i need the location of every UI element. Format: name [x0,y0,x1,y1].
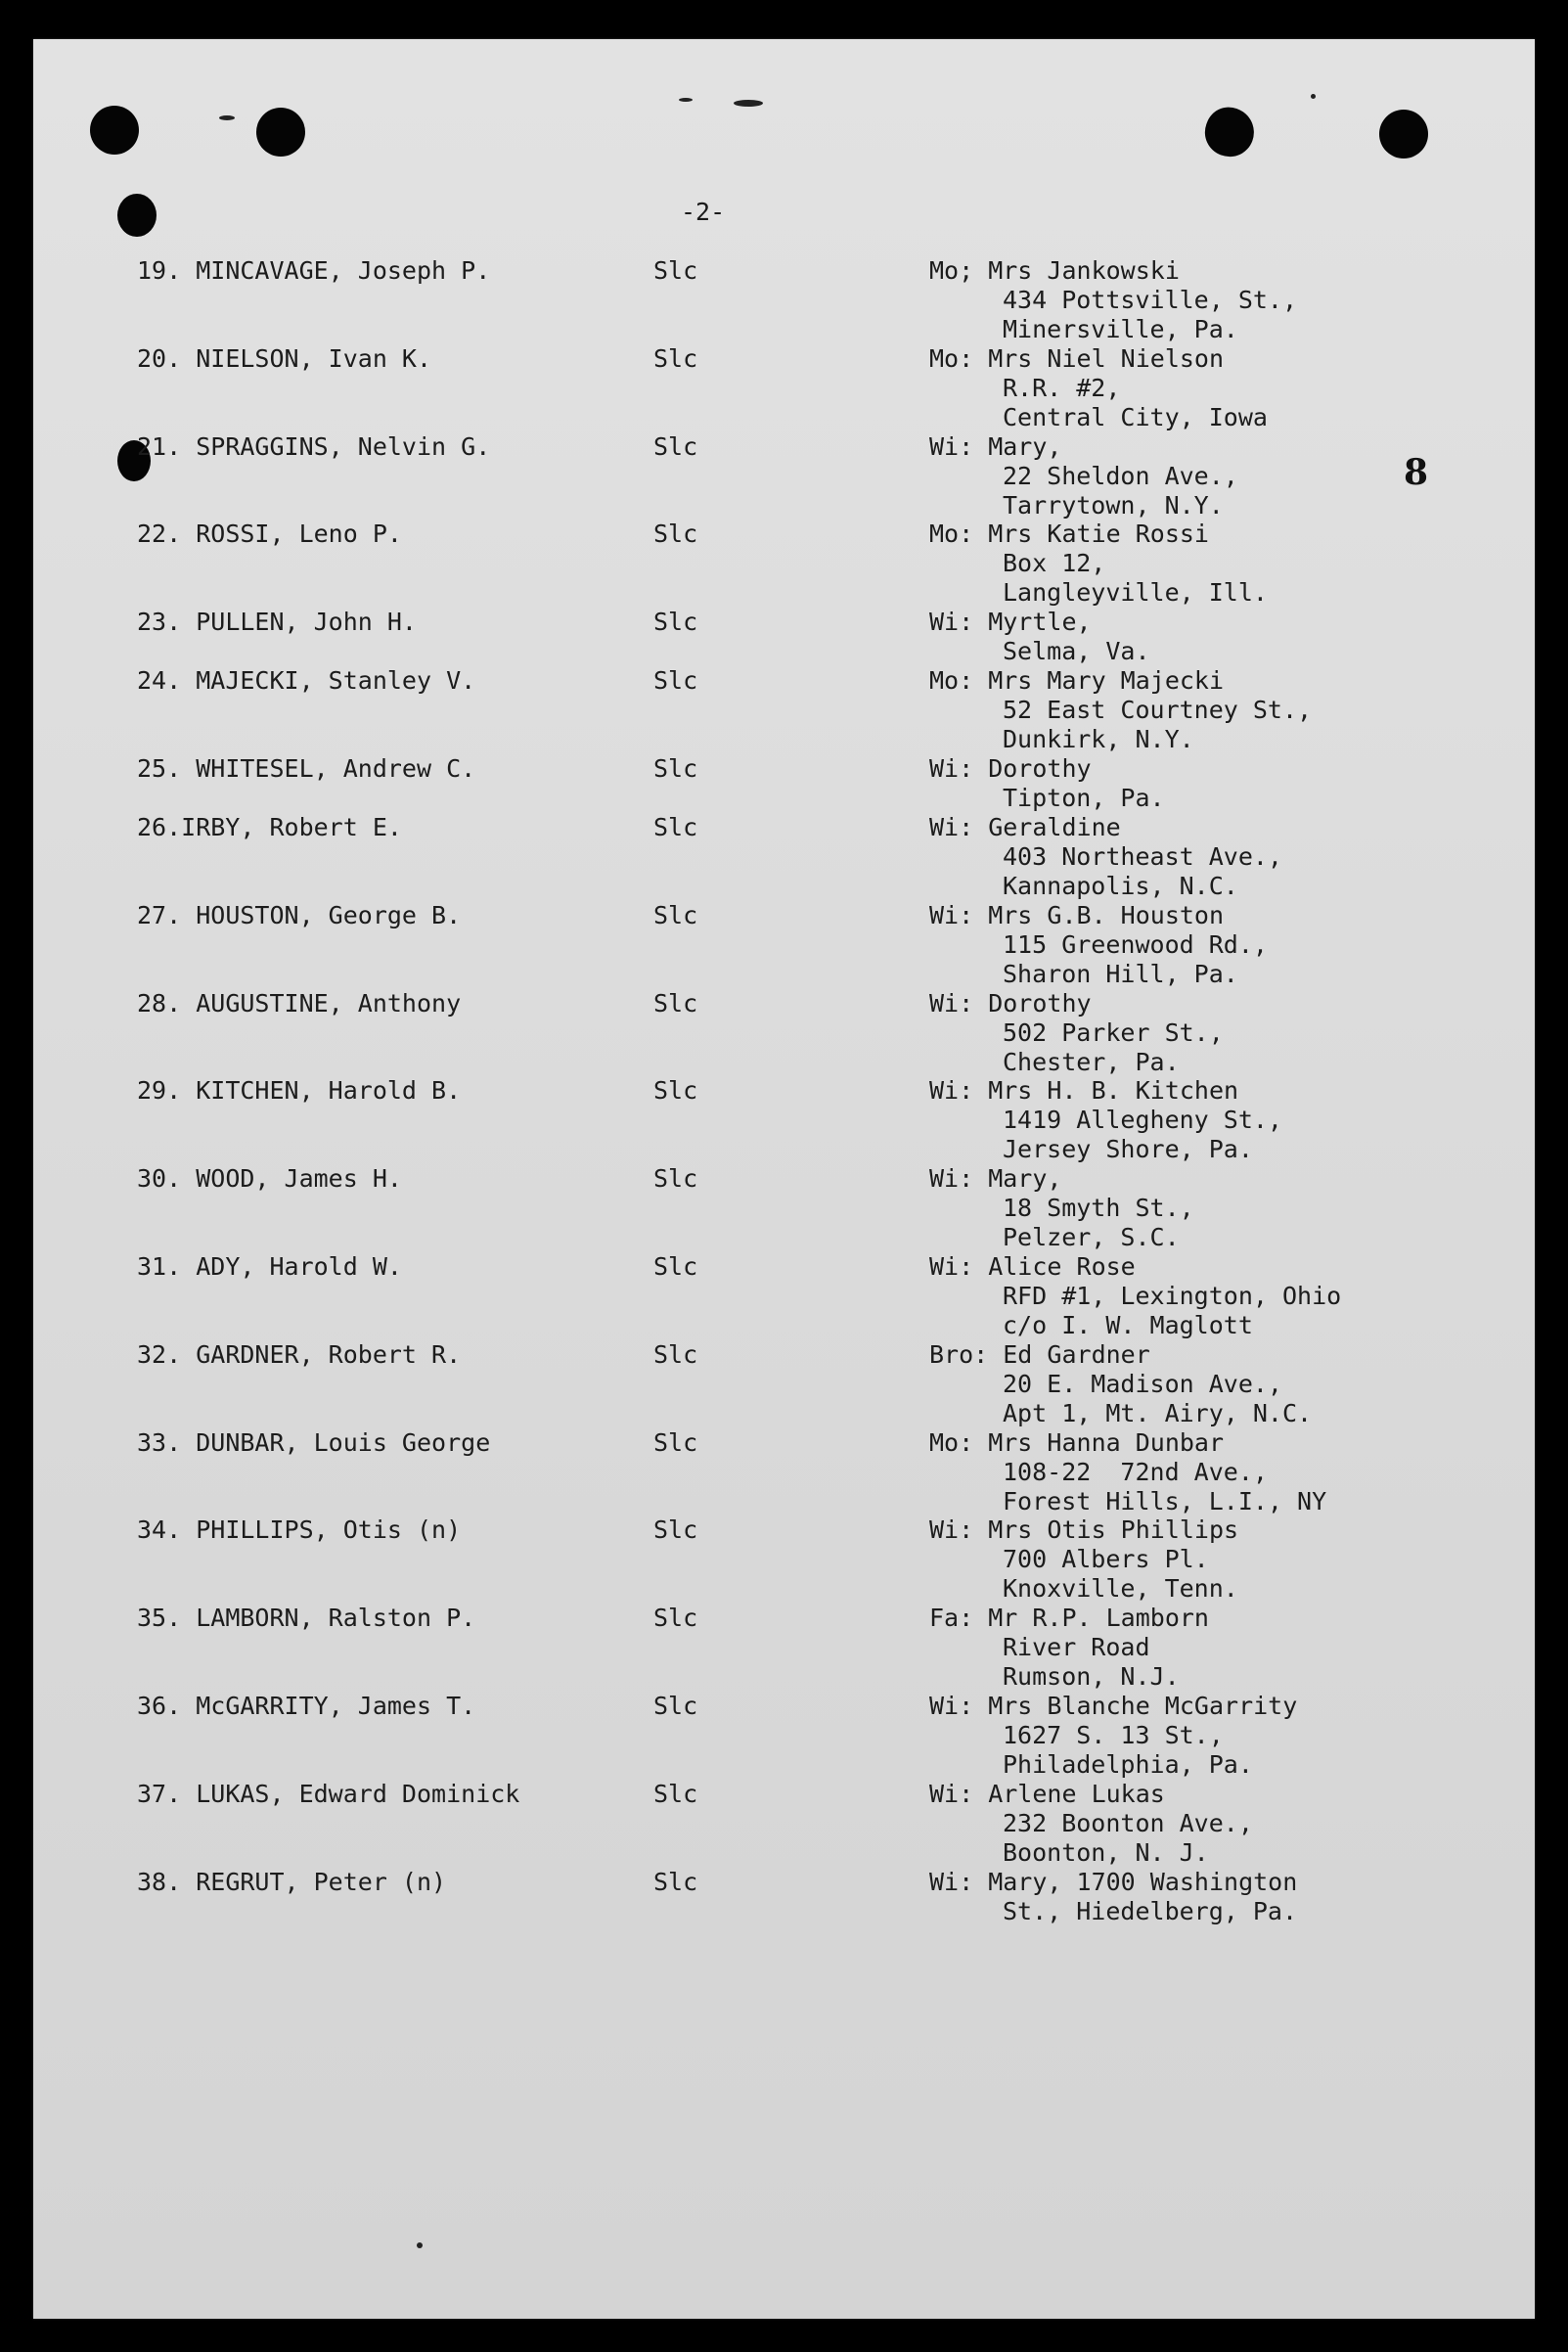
entry-name: PHILLIPS, Otis (n) [196,1515,462,1545]
entry-number: 26. [137,812,182,841]
kin-line: Chester, Pa. [1003,1047,1180,1076]
entry-name: ROSSI, Leno P. [196,520,402,549]
entry-rank: Slc [653,1867,698,1896]
entry-number: 27. [137,900,182,929]
entry-name: KITCHEN, Harold B. [196,1076,462,1106]
entry-name: LUKAS, Edward Dominick [196,1779,520,1808]
entry-number: 22. [137,520,182,549]
next-of-kin [929,1604,1209,1692]
next-of-kin [929,608,1150,666]
entry-name: LAMBORN, Ralston P. [196,1604,476,1633]
list-item [0,1780,1568,1868]
kin-line: 22 Sheldon Ave., [1003,461,1238,490]
kin-line: Dunkirk, N.Y. [1003,725,1194,754]
entry-number: 29. [137,1076,182,1106]
entry-number: 24. [137,666,182,696]
kin-line: Wi: Mary, [929,1164,1062,1194]
entry-name: DUNBAR, Louis George [196,1427,491,1457]
entry-name: GARDNER, Robert R. [196,1339,462,1369]
entry-name: MAJECKI, Stanley V. [196,666,476,696]
entry-number: 19. [137,256,182,285]
entry-rank: Slc [653,343,698,373]
next-of-kin [929,813,1282,901]
kin-line: St., Hiedelberg, Pa. [1003,1896,1298,1925]
ink-speck [417,2242,423,2248]
entry-rank: Slc [653,1339,698,1369]
entry-name: PULLEN, John H. [196,608,417,637]
entry-number: 34. [137,1515,182,1545]
entry-name: SPRAGGINS, Nelvin G. [196,431,491,461]
kin-line: 52 East Courtney St., [1003,696,1313,725]
entry-number: 32. [137,1339,182,1369]
kin-line: c/o I. W. Maglott [1003,1310,1253,1339]
entry-number: 23. [137,608,182,637]
kin-line: 1627 S. 13 St., [1003,1720,1224,1749]
next-of-kin [929,1868,1297,1926]
next-of-kin [929,344,1268,432]
kin-line: Mo: Mrs Katie Rossi [929,520,1209,549]
punch-hole-left-3 [117,194,157,237]
kin-line: Mo: Mrs Mary Majecki [929,666,1225,696]
entry-number: 31. [137,1251,182,1281]
entry-rank: Slc [653,1779,698,1808]
entry-rank: Slc [653,900,698,929]
kin-line: Wi: Myrtle, [929,608,1092,637]
page-number: -2- [681,198,726,226]
next-of-kin [929,1164,1194,1252]
kin-line: Pelzer, S.C. [1003,1223,1180,1252]
list-item [0,344,1568,432]
entry-rank: Slc [653,812,698,841]
kin-line: 108-22 72nd Ave., [1003,1457,1268,1486]
list-item [0,1428,1568,1516]
entry-number: 36. [137,1691,182,1720]
entry-rank: Slc [653,608,698,637]
list-item [0,256,1568,344]
kin-line: Mo: Mrs Hanna Dunbar [929,1427,1225,1457]
kin-line: River Road [1003,1633,1150,1662]
kin-line: Kannapolis, N.C. [1003,871,1238,900]
kin-line: Forest Hills, L.I., NY [1003,1486,1327,1515]
entry-name: IRBY, Robert E. [181,812,402,841]
next-of-kin [929,1428,1326,1516]
entry-rank: Slc [653,1251,698,1281]
next-of-kin [929,1076,1282,1164]
kin-line: Boonton, N. J. [1003,1837,1209,1867]
list-item [0,666,1568,754]
entry-rank: Slc [653,431,698,461]
kin-line: Box 12, [1003,549,1106,578]
list-item [0,901,1568,989]
ink-speck [1311,94,1316,99]
next-of-kin [929,1780,1253,1868]
list-item [0,754,1568,813]
kin-line: 115 Greenwood Rd., [1003,929,1268,959]
entry-name: NIELSON, Ivan K. [196,343,432,373]
ink-speck [734,100,763,107]
entry-number: 25. [137,753,182,783]
next-of-kin [929,432,1238,520]
list-item [0,520,1568,608]
kin-line: Wi: Dorothy [929,988,1092,1018]
next-of-kin [929,989,1224,1077]
entry-number: 28. [137,988,182,1018]
kin-line: Central City, Iowa [1003,402,1268,431]
kin-line: Philadelphia, Pa. [1003,1749,1253,1779]
ink-speck [679,98,693,102]
entry-rank: Slc [653,256,698,285]
kin-line: Wi: Mrs Blanche McGarrity [929,1691,1298,1720]
next-of-kin [929,901,1268,989]
entry-number: 20. [137,343,182,373]
list-item [0,1515,1568,1604]
kin-line: Wi: Dorothy [929,753,1092,783]
list-item [0,1076,1568,1164]
entry-rank: Slc [653,988,698,1018]
entry-name: AUGUSTINE, Anthony [196,988,462,1018]
entry-rank: Slc [653,1515,698,1545]
entry-number: 37. [137,1779,182,1808]
entry-number: 21. [137,431,182,461]
next-of-kin [929,754,1165,813]
kin-line: 434 Pottsville, St., [1003,286,1298,314]
entry-name: WHITESEL, Andrew C. [196,753,476,783]
kin-line: Selma, Va. [1003,637,1150,666]
kin-line: Sharon Hill, Pa. [1003,959,1238,988]
kin-line: Rumson, N.J. [1003,1662,1180,1692]
kin-line: Wi: Mrs H. B. Kitchen [929,1076,1239,1106]
ink-speck [219,115,235,120]
punch-hole-left-1 [90,106,139,155]
kin-line: Mo: Mrs Niel Nielson [929,343,1225,373]
next-of-kin [929,1340,1312,1428]
entry-number: 30. [137,1164,182,1194]
list-item [0,813,1568,901]
personnel-list [0,256,1568,1955]
list-item [0,1164,1568,1252]
kin-line: Wi: Mrs G.B. Houston [929,900,1225,929]
entry-rank: Slc [653,1691,698,1720]
kin-line: 18 Smyth St., [1003,1194,1194,1223]
next-of-kin [929,666,1312,754]
kin-line: Wi: Mrs Otis Phillips [929,1515,1239,1545]
kin-line: R.R. #2, [1003,373,1121,402]
kin-line: Wi: Arlene Lukas [929,1779,1165,1808]
list-item [0,1692,1568,1780]
next-of-kin [929,256,1297,344]
list-item [0,1868,1568,1956]
entry-number: 35. [137,1604,182,1633]
kin-line: 232 Boonton Ave., [1003,1808,1253,1837]
entry-rank: Slc [653,753,698,783]
margin-mark: 8 [1404,452,1429,493]
kin-line: 1419 Allegheny St., [1003,1106,1282,1135]
kin-line: RFD #1, Lexington, Ohio [1003,1281,1342,1310]
kin-line: Apt 1, Mt. Airy, N.C. [1003,1398,1313,1427]
list-item [0,989,1568,1077]
next-of-kin [929,1252,1341,1340]
list-item [0,1252,1568,1340]
entry-name: MINCAVAGE, Joseph P. [196,256,491,285]
entry-rank: Slc [653,1604,698,1633]
kin-line: 403 Northeast Ave., [1003,841,1282,871]
entry-rank: Slc [653,1427,698,1457]
kin-line: 502 Parker St., [1003,1018,1224,1047]
punch-hole-right-1 [1198,101,1261,163]
kin-line: 20 E. Madison Ave., [1003,1369,1282,1398]
punch-hole-right-2 [1379,110,1428,158]
punch-hole-left-2 [256,108,305,157]
kin-line: Minersville, Pa. [1003,315,1238,343]
entry-name: REGRUT, Peter (n) [196,1867,447,1896]
entry-number: 38. [137,1867,182,1896]
kin-line: Tarrytown, N.Y. [1003,490,1224,520]
entry-name: McGARRITY, James T. [196,1691,476,1720]
list-item [0,608,1568,666]
kin-line: 700 Albers Pl. [1003,1545,1209,1574]
kin-line: Langleyville, Ill. [1003,578,1268,608]
kin-line: Jersey Shore, Pa. [1003,1135,1253,1164]
kin-line: Wi: Mary, 1700 Washington [929,1867,1298,1896]
kin-line: Wi: Alice Rose [929,1251,1136,1281]
list-item [0,1340,1568,1428]
entry-name: WOOD, James H. [196,1164,402,1194]
entry-number: 33. [137,1427,182,1457]
kin-line: Wi: Mary, [929,431,1062,461]
list-item [0,1604,1568,1692]
entry-rank: Slc [653,520,698,549]
entry-name: ADY, Harold W. [196,1251,402,1281]
entry-rank: Slc [653,1076,698,1106]
kin-line: Fa: Mr R.P. Lamborn [929,1604,1209,1633]
list-item [0,432,1568,520]
next-of-kin [929,1515,1238,1604]
kin-line: Wi: Geraldine [929,812,1121,841]
kin-line: Mo; Mrs Jankowski [929,256,1180,285]
entry-rank: Slc [653,666,698,696]
kin-line: Knoxville, Tenn. [1003,1574,1238,1604]
kin-line: Bro: Ed Gardner [929,1339,1150,1369]
entry-rank: Slc [653,1164,698,1194]
next-of-kin [929,520,1268,608]
kin-line: Tipton, Pa. [1003,783,1165,812]
next-of-kin [929,1692,1297,1780]
entry-name: HOUSTON, George B. [196,900,462,929]
